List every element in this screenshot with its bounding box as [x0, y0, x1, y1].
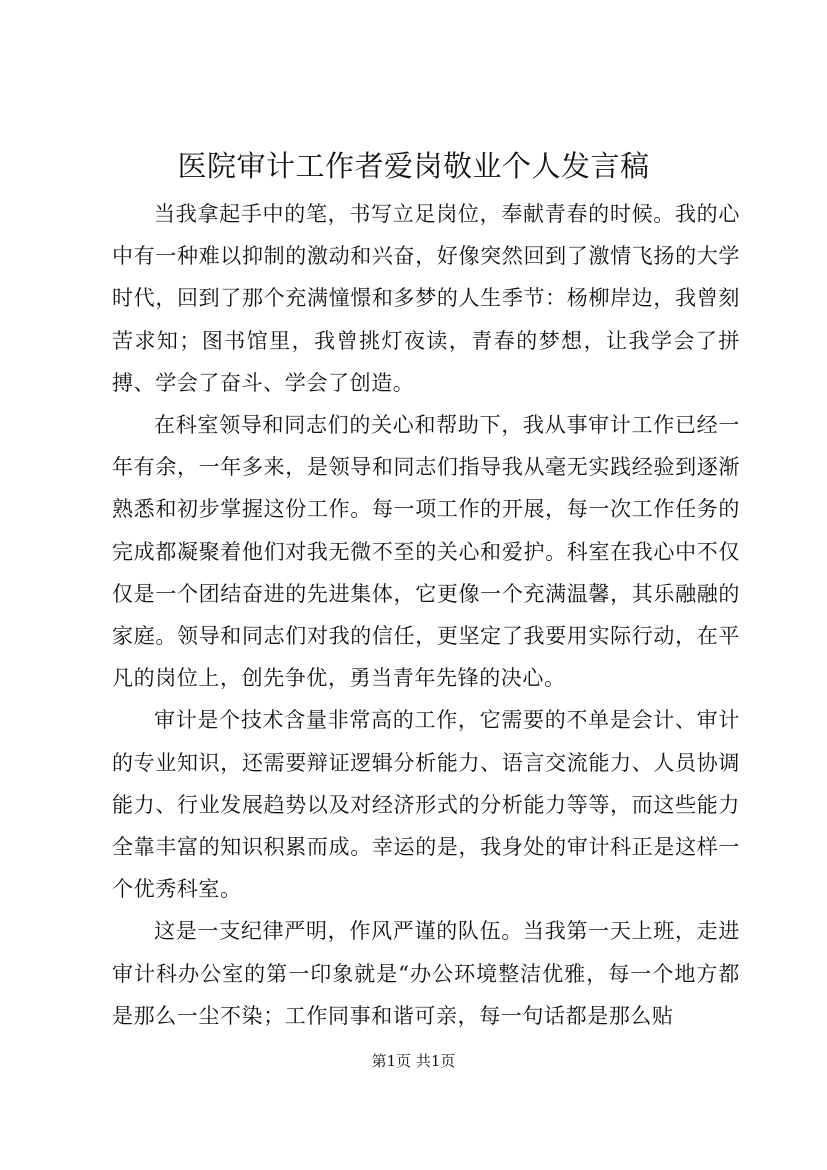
paragraph-3: 审计是个技术含量非常高的工作，它需要的不单是会计、审计的专业知识，还需要辩证逻辑分析能力、语言交流能力、人员协调能力、行业发展趋势以及对经济形式的分析能力等等，而这些能力全靠丰富的知识积累而成。幸运的是，我身处的审计科正是这样一个优秀科室。 [112, 708, 740, 902]
page-footer: 第1页 共1页 [371, 1052, 456, 1070]
document-body [112, 193, 740, 1037]
paragraph-2: 在科室领导和同志们的关心和帮助下，我从事审计工作已经一年有余，一年多来，是领导和同志们指导我从毫无实践经验到逐渐熟悉和初步掌握这份工作。每一项工作的开展，每一次工作任务的完成都凝聚着他们对我无微不至的关心和爱护。科室在我心中不仅仅是一个团结奋进的先进集体，它更像一个充满温馨，其乐融融的家庭。领导和同志们对我的信任，更坚定了我要用实际行动，在平凡的岗位上，创先争优，勇当青年先锋的决心。 [112, 413, 740, 691]
paragraph-1: 当我拿起手中的笔，书写立足岗位，奉献青春的时候。我的心中有一种难以抑制的激动和兴奋，好像突然回到了激情飞扬的大学时代，回到了那个充满憧憬和多梦的人生季节：杨柳岸边，我曾刻苦求知；图书馆里，我曾挑灯夜读，青春的梦想，让我学会了拼搏、学会了奋斗、学会了创造。 [112, 202, 740, 395]
document-title: 医院审计工作者爱岗敬业个人发言稿 [177, 149, 650, 183]
paragraph-4: 这是一支纪律严明，作风严谨的队伍。当我第一天上班，走进审计科办公室的第一印象就是“办公环境整洁优雅，每一个地方都是那么一尘不染；工作同事和谐可亲，每一句话都是那么贴 [112, 919, 740, 1028]
